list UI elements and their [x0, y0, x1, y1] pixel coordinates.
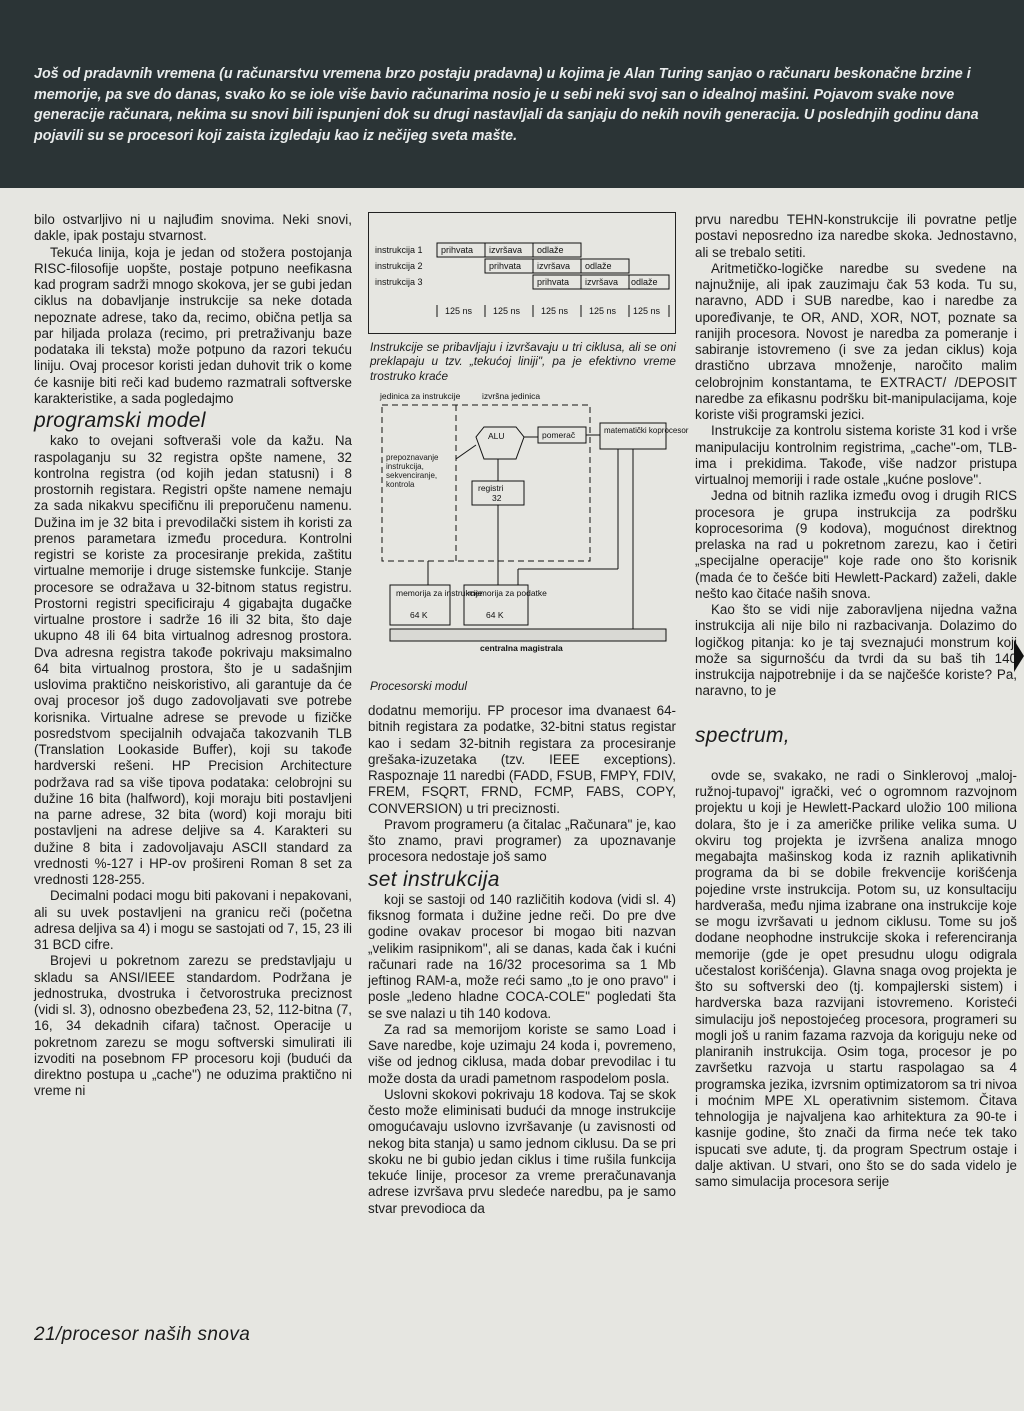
paragraph: Instrukcije za kontrolu sistema koriste 31 kod i vrše manipulaciju kontrolnim registrima, „cache"-om, TLB-ima i prekidima. Takođe, više nadzor pristupa virtualnoj memoriji i rade ostale „kućne poslove". — [695, 423, 1017, 487]
label-data-memory-size: 64 K — [486, 609, 504, 620]
paragraph: prvu naredbu TEHN-konstrukcije ili povratne petlje postavi neposredno iza naredbe skoka. Jednostavno, ali se trebalo setiti. — [695, 212, 1017, 260]
label-central-bus: centralna magistrala — [480, 642, 563, 653]
stage-label: prihvata — [441, 245, 474, 255]
time-label: 125 ns — [445, 306, 473, 316]
paragraph: Decimalni podaci mogu biti pakovani i nepakovani, ali su uvek postavljeni na granicu reči (početna adresa deljiva sa 4) i mogu se sastojati od 7, 15, 23 ili 31 BCD cifre. — [34, 888, 352, 952]
pipeline-caption: Instrukcije se pribavljaju i izvršavaju u tri ciklusa, ali se oni preklapaju u tzv. „tekućoj liniji", pa je efektivno vreme trostruko kraće — [370, 340, 676, 383]
next-page-arrow-icon — [1014, 640, 1024, 672]
processor-module-caption: Procesorski modul — [370, 678, 468, 693]
column-2 — [368, 212, 689, 1217]
paragraph: dodatnu memoriju. FP procesor ima dvanaest 64-bitnih registara za podatke, 32-bitni status registar kao i sedam 32-bitnih registara za procesiranje grešaka-izuzetaka (tzv. IEEE exceptions). Raspoznaje 11 naredbi (FADD, FSUB, FMPY, FDIV, FREM, FSQRT, FRND, FCMP, FABS, COPY, CONVERSION) u tri preciznosti. — [368, 703, 676, 816]
intro-text: Još od pradavnih vremena (u računarstvu vremena brzo postaju pradavna) u kojima je Alan Turing sanjao o računaru beskonačne brzine i memorije, pa sve do danas, svako ko se iole više bavio računarima nosio je u sebi neki svoj san o idealnoj mašini. Pojavom svake nove generacije računara, nekima su snovi bili ispunjeni dok su drugi nastavljali da sanjaju do nekih novih generacija. U poslednjih godinu dana pojavili su se procesori koji zaista izgledaju kao iz nečijeg sveta mašte. — [34, 66, 979, 144]
label-instruction-memory-size: 64 K — [410, 609, 428, 620]
page-footer: 21/procesor naših snova — [34, 1324, 251, 1345]
section-heading-spectrum: spectrum, — [695, 723, 790, 747]
label-execution-unit: izvršna jedinica — [482, 390, 541, 401]
column-3 — [695, 212, 1017, 1190]
paragraph: Pravom programeru (a čitalac „Računara" je, kao što znamo, pravi programer) za upoznavanje procesora nedostaje još samo — [368, 816, 676, 865]
paragraph: koji se sastoji od 140 različitih kodova (vidi sl. 4) fiksnog formata i dužine jedne reči. Do pre dve godine ovakav procesor bi mogao biti nazvan „velikim rasipnikom", ali se danas, kada čak i kućni računari rade na 16/32 procesorima sa 1 Mb jeftinog RAM-a, može reći samo „to je ono pravo" i posle „ledeno hladne COCA-COLE" pogledati šta se sve nalazi u tih 140 kodova. — [368, 891, 676, 1021]
column-1 — [34, 212, 352, 1100]
processor-module-figure — [368, 389, 689, 679]
paragraph: Aritmetičko-logičke naredbe su svedene na najnužnije, ali ipak zauzimaju čak 53 koda. Tu su, naravno, ADD i SUB naredbe, kao i naredbe za upoređivanje, te OR, AND, XOR, NOT, poznate sa ranijih procesora. Novost je naredba za pomeranje i sabiranje istovremeno (i sve za jedan ciklus) koja drastično ubrzava množenje, naročito malim celobrojnim konstantama, te EXTRACT/ /DEPOSIT naredbe za efikasnu podršku bit-manipulacijama, koje koriste viši programski jezici. — [695, 260, 1017, 422]
stage-label: prihvata — [489, 261, 522, 271]
section-heading-set-instrukcija: set instrukcija — [368, 867, 500, 891]
stage-label: izvršava — [585, 277, 619, 287]
time-label: 125 ns — [493, 306, 521, 316]
label-registers: registri — [478, 482, 504, 493]
paragraph: Brojevi u pokretnom zarezu se predstavljaju u skladu sa ANSI/IEEE standardom. Podržana je jednostruka, dvostruka i četvorostruka preciznost (vidi sl. 3), odnosno obezbeđena 23, 52, 112-bitna (7, 16, 34 dekadnih cifara) tačnost. Operacije u pokretnom zarezu se mogu softverski simulirati ili izvoditi na posebnom FP procesoru koji (budući da direktno postupa u „cache") ne oduzima praktično ni vreme ni — [34, 953, 352, 1099]
stage-label: izvršava — [537, 261, 571, 271]
time-label: 125 ns — [589, 306, 617, 316]
stage-label: prihvata — [537, 277, 570, 287]
paragraph: Za rad sa memorijom koriste se samo Load i Save naredbe, koje uzimaju 24 koda i, povremeno, više od jednog ciklusa, mada dobar prevodilac i tu može dosta da uradi pametnom raspodelom posla. — [368, 1021, 676, 1086]
paragraph: Jedna od bitnih razlika između ovog i drugih RICS procesora je grupa instrukcija za podršku koprocesorima (9 kodova), mogućnost direktnog prelaska na rad u pokretnom zarezu, kao i četiri „specijalne operacije" koje rade ono što korisnik (mada će to češće biti Hewlett-Packard) zaželi, dakle nešto kao čitaće naših snova. — [695, 488, 1017, 601]
pipeline-diagram — [369, 213, 675, 333]
label-shifter: pomerač — [542, 429, 576, 440]
paragraph: Tekuća linija, koja je jedan od stožera postojanja RISC-filosofije uopšte, postaje potpuno neefikasna kad program sadrži mnogo skokova, jer se gubi jedan ciklus na dobavljanje instrukcije sa neke dotada nepoznate adrese, tako da, recimo, obična petlja sa par hiljada prolaza (recimo, pri pretraživanju baze podataka ili teksta) može potpuno da razori tekuću liniju. Ovaj procesor koristi jedan duhovit trik o kome će kasnije biti reči kad budemo razmatrali softverske karakteristike, a sada pogledajmo — [34, 244, 352, 406]
label-coprocessor: matematički koprocesor — [604, 425, 689, 435]
label-data-memory: memorija za podatke — [468, 587, 547, 598]
label-instruction-memory: memorija za instrukcije — [396, 587, 483, 598]
time-label: 125 ns — [541, 306, 569, 316]
paragraph: Kao što se vidi nije zaboravljena nijedna važna instrukcija ali nije bilo ni razbacivanja. Dolazimo do logičkog pitanja: ko je taj sveznajući monstrum koji može sa sigurnošću da tvrdi da su baš tih 140 instrukcija najpotrebnije i da se najčešće koriste? Pa, naravno, to je — [695, 602, 1017, 699]
pipeline-row-label: instrukcija 2 — [375, 261, 423, 271]
label-instruction-unit: jedinica za instrukcije — [380, 390, 461, 401]
pipeline-row-label: instrukcija 3 — [375, 277, 423, 287]
label-alu: ALU — [488, 430, 505, 441]
stage-label: izvršava — [489, 245, 523, 255]
stage-label: odlaže — [537, 245, 564, 255]
intro-banner — [0, 0, 1024, 188]
stage-label: odlaže — [585, 261, 612, 271]
label-registers-count: 32 — [492, 492, 502, 503]
paragraph: kako to ovejani softveraši vole da kažu. Na raspolaganju su 32 registra opšte namene, 32 kontrolna registra (od kojih jedan statusni) i 8 prostornih registara. Registri opšte namene nemaju za sada nikakvu specifičnu ili preporučenu namenu. Dužina im je 32 bita i prevodilački sistem ih koristi za prenos parametara između procedura. Kontrolni registri se koriste za procesiranje prekida, zaštitu virtualne memorije i druge sistemske funkcije. Stanje procesore se odražava u 32-bitnom status registru. Prostorni registri specificiraju 4 gigabajta dugačke virtualne prostore i sadrže 16 ili 32 bita, što daje ukupno 48 ili 64 bita virtualnog adresnog prostora. Dva adresna registra takođe pokrivaju maksimalno 64 bita virtualnog prostora, što je u sadašnjim uslovima praktično neiskoristivo, ali garantuje da će ovaj procesor još dugo zadovoljavati sve potrebe korisnika. Virtualne adrese se prevode u fizičke posredstvom specijalnih odvajača takozvanih TLB (Translation Lookaside Buffer), koji su takođe hardverski rešeni. HP Precision Architecture podržava rad sa više tipova podataka: celobrojni su dužine 16 bita (halfword), koji moraju biti postavljeni na parne adrese, 32 bita (word) koji moraju biti postavljeni na adrese deljive sa 4. Karakteri su dužine 8 bita i zadovoljavaju ASCII standard za vrednosti %-127 i HP-ov prošireni Roman 8 set za vrednosti 128-255. — [34, 433, 352, 887]
label-instruction-control: prepoznavanje instrukcija, sekvenciranje, kontrola — [386, 452, 439, 489]
processor-module-diagram — [368, 389, 689, 679]
stage-label: odlaže — [631, 277, 658, 287]
pipeline-row-label: instrukcija 1 — [375, 245, 423, 255]
section-heading-programski-model: programski model — [34, 409, 206, 432]
paragraph: ovde se, svakako, ne radi o Sinklerovoj „maloj-ružnoj-tupavoj" igrački, već o ogromnom razvojnom projektu u koji je Hewlett-Packard uložio 100 miliona dolara, što je i za američke prilike velika suma. U okviru tog projekta je izvršena analiza mnogo megabajta mašinskog koda iz raznih aplikativnih programa da bi se dobile frekvencije korišćenja pojedine vrste instrukcija. Potom su, uz konsultaciju hardveraša, među njima izabrane ona instrukcije koje se mogu izvršavati u jednom ciklusu. Tome su još dodane neophodne instrukcije skoka i referenciranja memorije (gde je opet presudnu ulogu odigrala učestalost korišćenja). Glavna snaga ovog projekta je što su softverski deo (tj. kompajlerski sistem) i hardverska baza razvijani istovremeno. Koristeći simulaciju još nepostojećeg procesora, programeri su mogli još u ranim fazama razvoja da koriguju neke od planiranih instrukcija. Osim toga, procesor je po završetku razvoja u startu raspolagao sa 4 programska jezika, izvrsnim optimizatorom sa tri nivoa i moćnim MPE XL operativnim sistemom. Čitava tehnologija je najvaljena kao arhitektura za 90-te i kasnije godine, što znači da firma neće tek tako ispucati sve adute, tj. da program Spectrum ostaje i dalje aktivan. U stvari, ono što se do sada videlo je samo simulacija procesora serije — [695, 767, 1017, 1189]
pipeline-figure — [368, 212, 676, 334]
paragraph: bilo ostvarljivo ni u najluđim snovima. Neki snovi, dakle, ipak postaju stvarnost. — [34, 212, 352, 244]
time-label: 125 ns — [633, 306, 661, 316]
paragraph: Uslovni skokovi pokrivaju 18 kodova. Taj se skok često može eliminisati budući da mnoge instrukcije omogućavaju uslovno izvršavanje (u zavisnosti od nekog bita stanja) u samo jednom ciklusu. Da se pri skoku ne bi gubio jedan ciklus i time rušila funkcija tekuće linije, procesor za vreme preračunavanja adrese izvršava prvu sledeće naredbu, pa je samo stvar prevodioca da — [368, 1086, 676, 1216]
